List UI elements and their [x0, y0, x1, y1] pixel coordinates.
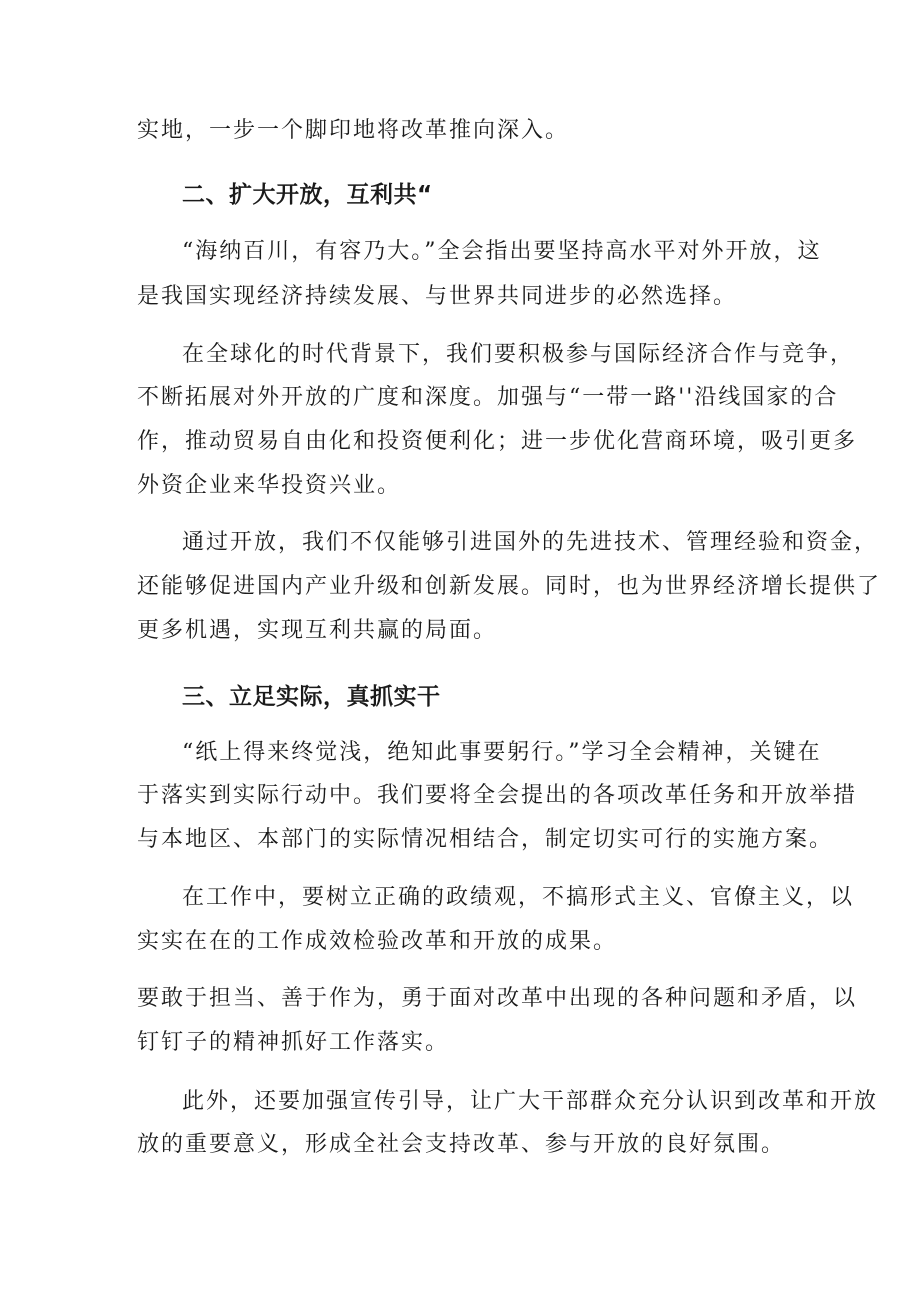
section-heading: 二、扩大开放，互利共“ [182, 182, 433, 208]
paragraph-line: “纸上得来终觉浅，绝知此事要躬行。”学习全会精神，关键在 [182, 740, 822, 765]
paragraph-line: 在全球化的时代背景下，我们要积极参与国际经济合作与竞争， [182, 342, 855, 367]
paragraph-line: 实地，一步一个脚印地将改革推向深入。 [137, 118, 570, 143]
paragraph-line: 与本地区、本部门的实际情况相结合，制定切实可行的实施方案。 [137, 827, 834, 852]
paragraph-line: 不断拓展对外开放的广度和深度。加强与“一带一路''沿线国家的合 [137, 385, 839, 410]
paragraph-line: 实实在在的工作成效检验改革和开放的成果。 [137, 929, 618, 954]
paragraph-line: “海纳百川，有容乃大。”全会指出要坚持高水平对外开放，这 [182, 239, 822, 264]
paragraph-line: 还能够促进国内产业升级和创新发展。同时，也为世界经济增长提供了 [137, 574, 882, 599]
paragraph-line: 是我国实现经济持续发展、与世界共同进步的必然选择。 [137, 284, 738, 309]
paragraph-line: 外资企业来华投资兴业。 [137, 473, 402, 498]
paragraph-line: 于落实到实际行动中。我们要将全会提出的各项改革任务和开放举措 [137, 783, 858, 808]
paragraph-line: 此外，还要加强宣传引导，让广大干部群众充分认识到改革和开放 [182, 1089, 879, 1114]
paragraph-line: 要敢于担当、善于作为，勇于面对改革中出现的各种问题和矛盾，以 [137, 986, 858, 1011]
paragraph-line: 作，推动贸易自由化和投资便利化；进一步优化营商环境，吸引更多 [137, 429, 858, 454]
paragraph-line: 通过开放，我们不仅能够引进国外的先进技术、管理经验和资金， [182, 530, 879, 555]
paragraph-line: 在工作中，要树立正确的政绩观，不搞形式主义、官僚主义，以 [182, 885, 855, 910]
paragraph-line: 放的重要意义，形成全社会支持改革、参与开放的良好氛围。 [137, 1132, 786, 1157]
section-heading: 三、立足实际，真抓实干 [182, 684, 441, 710]
paragraph-line: 钉钉子的精神抓好工作落实。 [137, 1030, 450, 1055]
paragraph-line: 更多机遇，实现互利共赢的局面。 [137, 618, 498, 643]
